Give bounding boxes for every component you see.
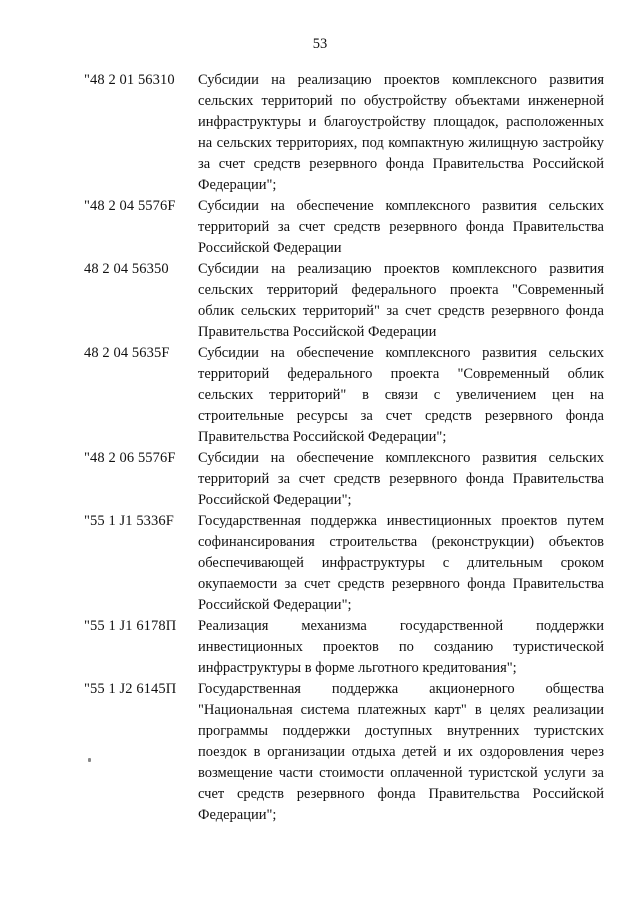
- budget-entry: [84, 448, 604, 511]
- budget-code: 48 2 04 5635F: [84, 345, 170, 361]
- budget-entry: [84, 616, 604, 679]
- budget-code: "48 2 04 5576F: [84, 198, 176, 214]
- budget-code-list: [84, 70, 604, 826]
- budget-description: Государственная поддержка акционерного общества "Национальная система платежных карт" в целях реализации программы поддержки доступных внутренних туристских поездок в организации отдыха детей и их оздоровления через возмещение части стоимости оплаченной туристской услуги за счет средств резервного фонда Правительства Российской Федерации";: [198, 681, 604, 823]
- budget-code: "55 1 J1 5336F: [84, 513, 174, 529]
- budget-entry: [84, 343, 604, 448]
- budget-entry: [84, 259, 604, 343]
- budget-description: Субсидии на реализацию проектов комплексного развития сельских территорий федерального проекта "Современный облик сельских территорий" за счет средств резервного фонда Правительства Российской Федерации: [198, 261, 604, 340]
- budget-entry: [84, 196, 604, 259]
- budget-code: "55 1 J2 6145П: [84, 681, 177, 697]
- budget-code: "48 2 06 5576F: [84, 450, 176, 466]
- budget-description: Субсидии на обеспечение комплексного развития сельских территорий за счет средств резервного фонда Правительства Российской Федерации: [198, 198, 604, 256]
- budget-description: Реализация механизма государственной поддержки инвестиционных проектов по созданию туристической инфраструктуры в форме льготного кредитования";: [198, 618, 604, 676]
- budget-code: "48 2 01 56310: [84, 72, 175, 88]
- budget-description: Субсидии на обеспечение комплексного развития сельских территорий за счет средств резервного фонда Правительства Российской Федерации";: [198, 450, 604, 508]
- budget-entry: [84, 511, 604, 616]
- budget-description: Субсидии на реализацию проектов комплексного развития сельских территорий по обустройству объектами инженерной инфраструктуры и благоустройству площадок, расположенных на сельских территориях, под компактную жилищную застройку за счет средств резервного фонда Правительства Российской Федерации";: [198, 72, 604, 193]
- budget-entry: [84, 679, 604, 826]
- budget-description: Государственная поддержка инвестиционных проектов путем софинансирования строительства (реконструкции) объектов обеспечивающей инфраструктуры с длительным сроком окупаемости за счет средств резервного фонда Правительства Российской Федерации";: [198, 513, 604, 613]
- budget-description: Субсидии на обеспечение комплексного развития сельских территорий федерального проекта "Современный облик сельских территорий" в связи с увеличением цен на строительные ресурсы за счет средств резервного фонда Правительства Российской Федерации";: [198, 345, 604, 445]
- scan-speck: [88, 758, 91, 762]
- budget-code: 48 2 04 56350: [84, 261, 169, 277]
- budget-entry: [84, 70, 604, 196]
- page-number: 53: [312, 36, 328, 52]
- budget-code: "55 1 J1 6178П: [84, 618, 177, 634]
